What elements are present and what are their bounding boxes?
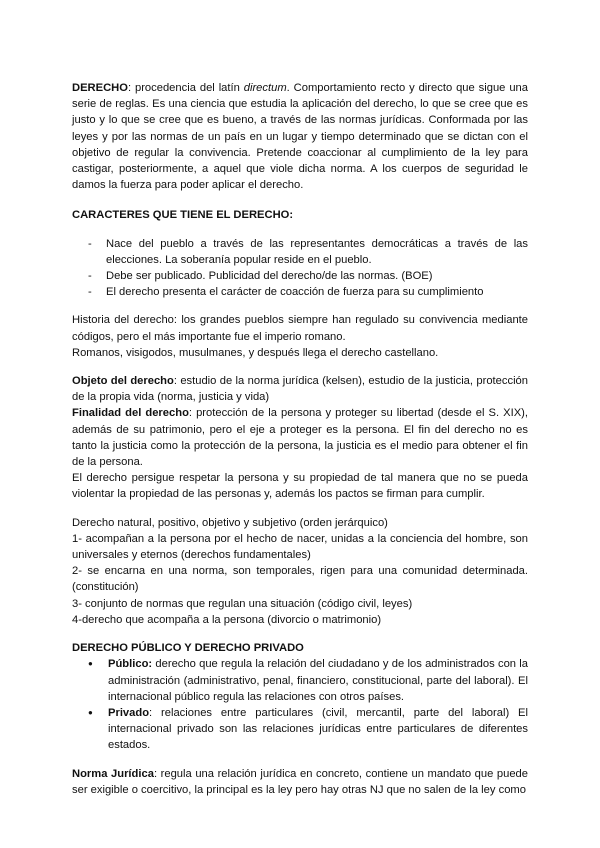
latin-word: directum	[243, 82, 287, 94]
objeto-paragraph	[72, 373, 528, 405]
historia-line-2: Romanos, visigodos, musulmanes, y después llega el derecho castellano.	[72, 346, 439, 359]
publico-privado-heading: DERECHO PÚBLICO Y DERECHO PRIVADO	[72, 642, 304, 655]
privado-text: : relaciones entre particulares (civil, mercantil, parte del laboral) El internacional privado son las relaciones jurídicas entre particulares de diferentes estados.	[108, 706, 528, 752]
list-item: - Nace del pueblo a través de las representantes democráticas a través de las elecciones. La soberanía popular reside en el pueblo.	[106, 236, 528, 268]
caracteres-list	[72, 236, 528, 301]
objeto-label: Objeto del derecho	[72, 375, 174, 388]
publico-label: Público:	[108, 658, 153, 671]
tipos-line-3: 3- conjunto de normas que regulan una situación (código civil, leyes)	[72, 597, 413, 610]
caracteres-heading: CARACTERES QUE TIENE EL DERECHO:	[72, 209, 294, 222]
tipos-intro: Derecho natural, positivo, objetivo y subjetivo (orden jerárquico)	[72, 516, 388, 529]
list-item: - El derecho presenta el carácter de coacción de fuerza para su cumplimiento	[106, 284, 528, 300]
publico-text: derecho que regula la relación del ciudadano y de los administrados con la administración (administrativo, penal, financiero, constitucional, parte del laboral). El internacional público regula las relaciones con otros países.	[108, 658, 528, 703]
term-derecho: DERECHO	[72, 82, 128, 94]
definition-body: . Comportamiento recto y directo que sigue una serie de reglas. Es una ciencia que estudia la aplicación del derecho, lo que se cree que es justo y lo que se cree que es bueno, a través de las normas jurídicas. Conformada por las leyes y por las normas de un país en un lugar y tiempo determinado que se dictan con el objetivo de regular la convivencia. Pretende coaccionar al cumplimiento de la ley para castigar, posteriormente, a aquel que viole dicha norma. A los cuerpos de seguridad le damos la fuerza para poder aplicar el derecho.	[72, 82, 528, 192]
norma-paragraph	[72, 766, 528, 798]
historia-line-1: Historia del derecho: los grandes pueblos siempre han regulado su convivencia mediante códigos, pero el más importante fue el imperio romano.	[72, 314, 528, 343]
finalidad-text: : protección de la persona y proteger su libertad (desde el S. XIX), además de su patrimonio, pero el eje a proteger es la persona. El fin del derecho no es tanto la justicia como la protección de la persona, la justicia es el medio para obtener el fin de la persona.	[72, 407, 528, 469]
objeto-text: : estudio de la norma jurídica (kelsen), estudio de la justicia, protección de la propia vida (norma, justicia y vida)	[72, 375, 528, 404]
norma-label: Norma Jurídica	[72, 767, 154, 780]
privado-label: Privado	[108, 706, 150, 719]
finalidad-extra: El derecho persigue respetar la persona y su propiedad de tal manera que no se pueda violentar la propiedad de las personas y, además los pactos se firman para cumplir.	[72, 472, 528, 501]
list-item: - Debe ser publicado. Publicidad del derecho/de las normas. (BOE)	[106, 268, 528, 284]
definition-pre-latin: : procedencia del latín	[127, 82, 244, 94]
list-item	[108, 705, 528, 754]
finalidad-label: Finalidad del derecho	[72, 407, 189, 420]
norma-text: : regula una relación jurídica en concreto, contiene un mandato que puede ser exigible o coercitivo, la principal es la ley pero hay otras NJ que no salen de la ley como	[72, 767, 529, 796]
tipos-line-2: 2- se encarna en una norma, son temporales, rigen para una comunidad determinada. (constitución)	[72, 565, 528, 594]
publico-privado-list	[72, 656, 528, 753]
finalidad-paragraph	[72, 405, 528, 470]
document-content	[72, 80, 528, 798]
list-item	[108, 656, 528, 705]
tipos-line-1: 1- acompañan a la persona por el hecho de nacer, unidas a la conciencia del hombre, son universales y eternos (derechos fundamentales)	[72, 532, 528, 562]
definition-paragraph	[72, 80, 528, 193]
tipos-line-4: 4-derecho que acompaña a la persona (divorcio o matrimonio)	[72, 613, 382, 626]
